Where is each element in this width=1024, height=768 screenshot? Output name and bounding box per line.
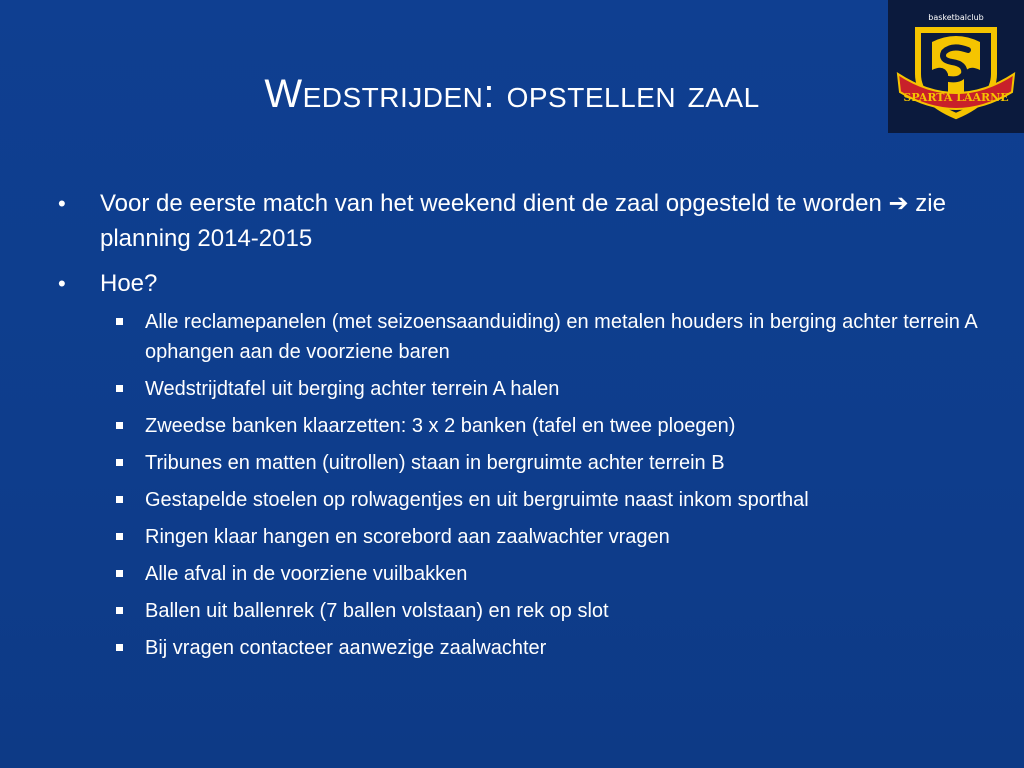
slide-title: Wedstrijden: opstellen zaal	[264, 72, 760, 116]
sub-bullet-text: Ballen uit ballenrek (7 ballen volstaan) en rek op slot	[145, 600, 609, 622]
square-bullet-icon	[116, 422, 123, 429]
sub-bullet-item	[58, 374, 978, 404]
sub-bullet-text: Bij vragen contacteer aanwezige zaalwachter	[145, 637, 547, 659]
logo-banner-text: SPARTA LAARNE	[903, 91, 1009, 104]
sub-bullet-item	[58, 448, 978, 478]
bullet-dot-icon: •	[58, 191, 66, 216]
square-bullet-icon	[116, 385, 123, 392]
square-bullet-icon	[116, 570, 123, 577]
sub-bullet-list	[58, 307, 978, 663]
sub-bullet-text: Gestapelde stoelen op rolwagentjes en uit bergruimte naast inkom sporthal	[145, 489, 809, 511]
sub-bullet-item	[58, 596, 978, 626]
sub-bullet-text: Tribunes en matten (uitrollen) staan in bergruimte achter terrein B	[145, 452, 725, 474]
bullet-text-before: Voor de eerste match van het weekend dient de zaal opgesteld te worden	[100, 190, 889, 217]
bullet-item-2	[58, 266, 978, 301]
square-bullet-icon	[116, 533, 123, 540]
sub-bullet-item	[58, 559, 978, 589]
sparta-helmet-logo-icon	[888, 0, 1024, 133]
sub-bullet-text: Zweedse banken klaarzetten: 3 x 2 banken (tafel en twee ploegen)	[145, 415, 736, 437]
bullet-item-1	[58, 186, 978, 256]
bullet-list	[58, 186, 978, 670]
square-bullet-icon	[116, 318, 123, 325]
sub-bullet-text: Wedstrijdtafel uit berging achter terrein A halen	[145, 378, 560, 400]
bullet-dot-icon: •	[58, 271, 66, 296]
arrow-right-icon: ➔	[888, 190, 909, 217]
sub-bullet-item	[58, 485, 978, 515]
sub-bullet-item	[58, 633, 978, 663]
square-bullet-icon	[116, 644, 123, 651]
sub-bullet-item	[58, 411, 978, 441]
bullet-text: Hoe?	[100, 270, 158, 297]
square-bullet-icon	[116, 496, 123, 503]
square-bullet-icon	[116, 459, 123, 466]
bullet-text-after: zie planning 2014-2015	[100, 190, 946, 252]
logo-top-text: basketbalclub	[928, 13, 984, 22]
sub-bullet-item	[58, 307, 978, 367]
sub-bullet-item	[58, 522, 978, 552]
club-logo	[888, 0, 1024, 133]
sub-bullet-text: Alle afval in de voorziene vuilbakken	[145, 563, 468, 585]
sub-bullet-text: Alle reclamepanelen (met seizoensaanduiding) en metalen houders in berging achter terrein A ophangen aan de voorziene baren	[145, 311, 977, 363]
square-bullet-icon	[116, 607, 123, 614]
sub-bullet-text: Ringen klaar hangen en scorebord aan zaalwachter vragen	[145, 526, 670, 548]
